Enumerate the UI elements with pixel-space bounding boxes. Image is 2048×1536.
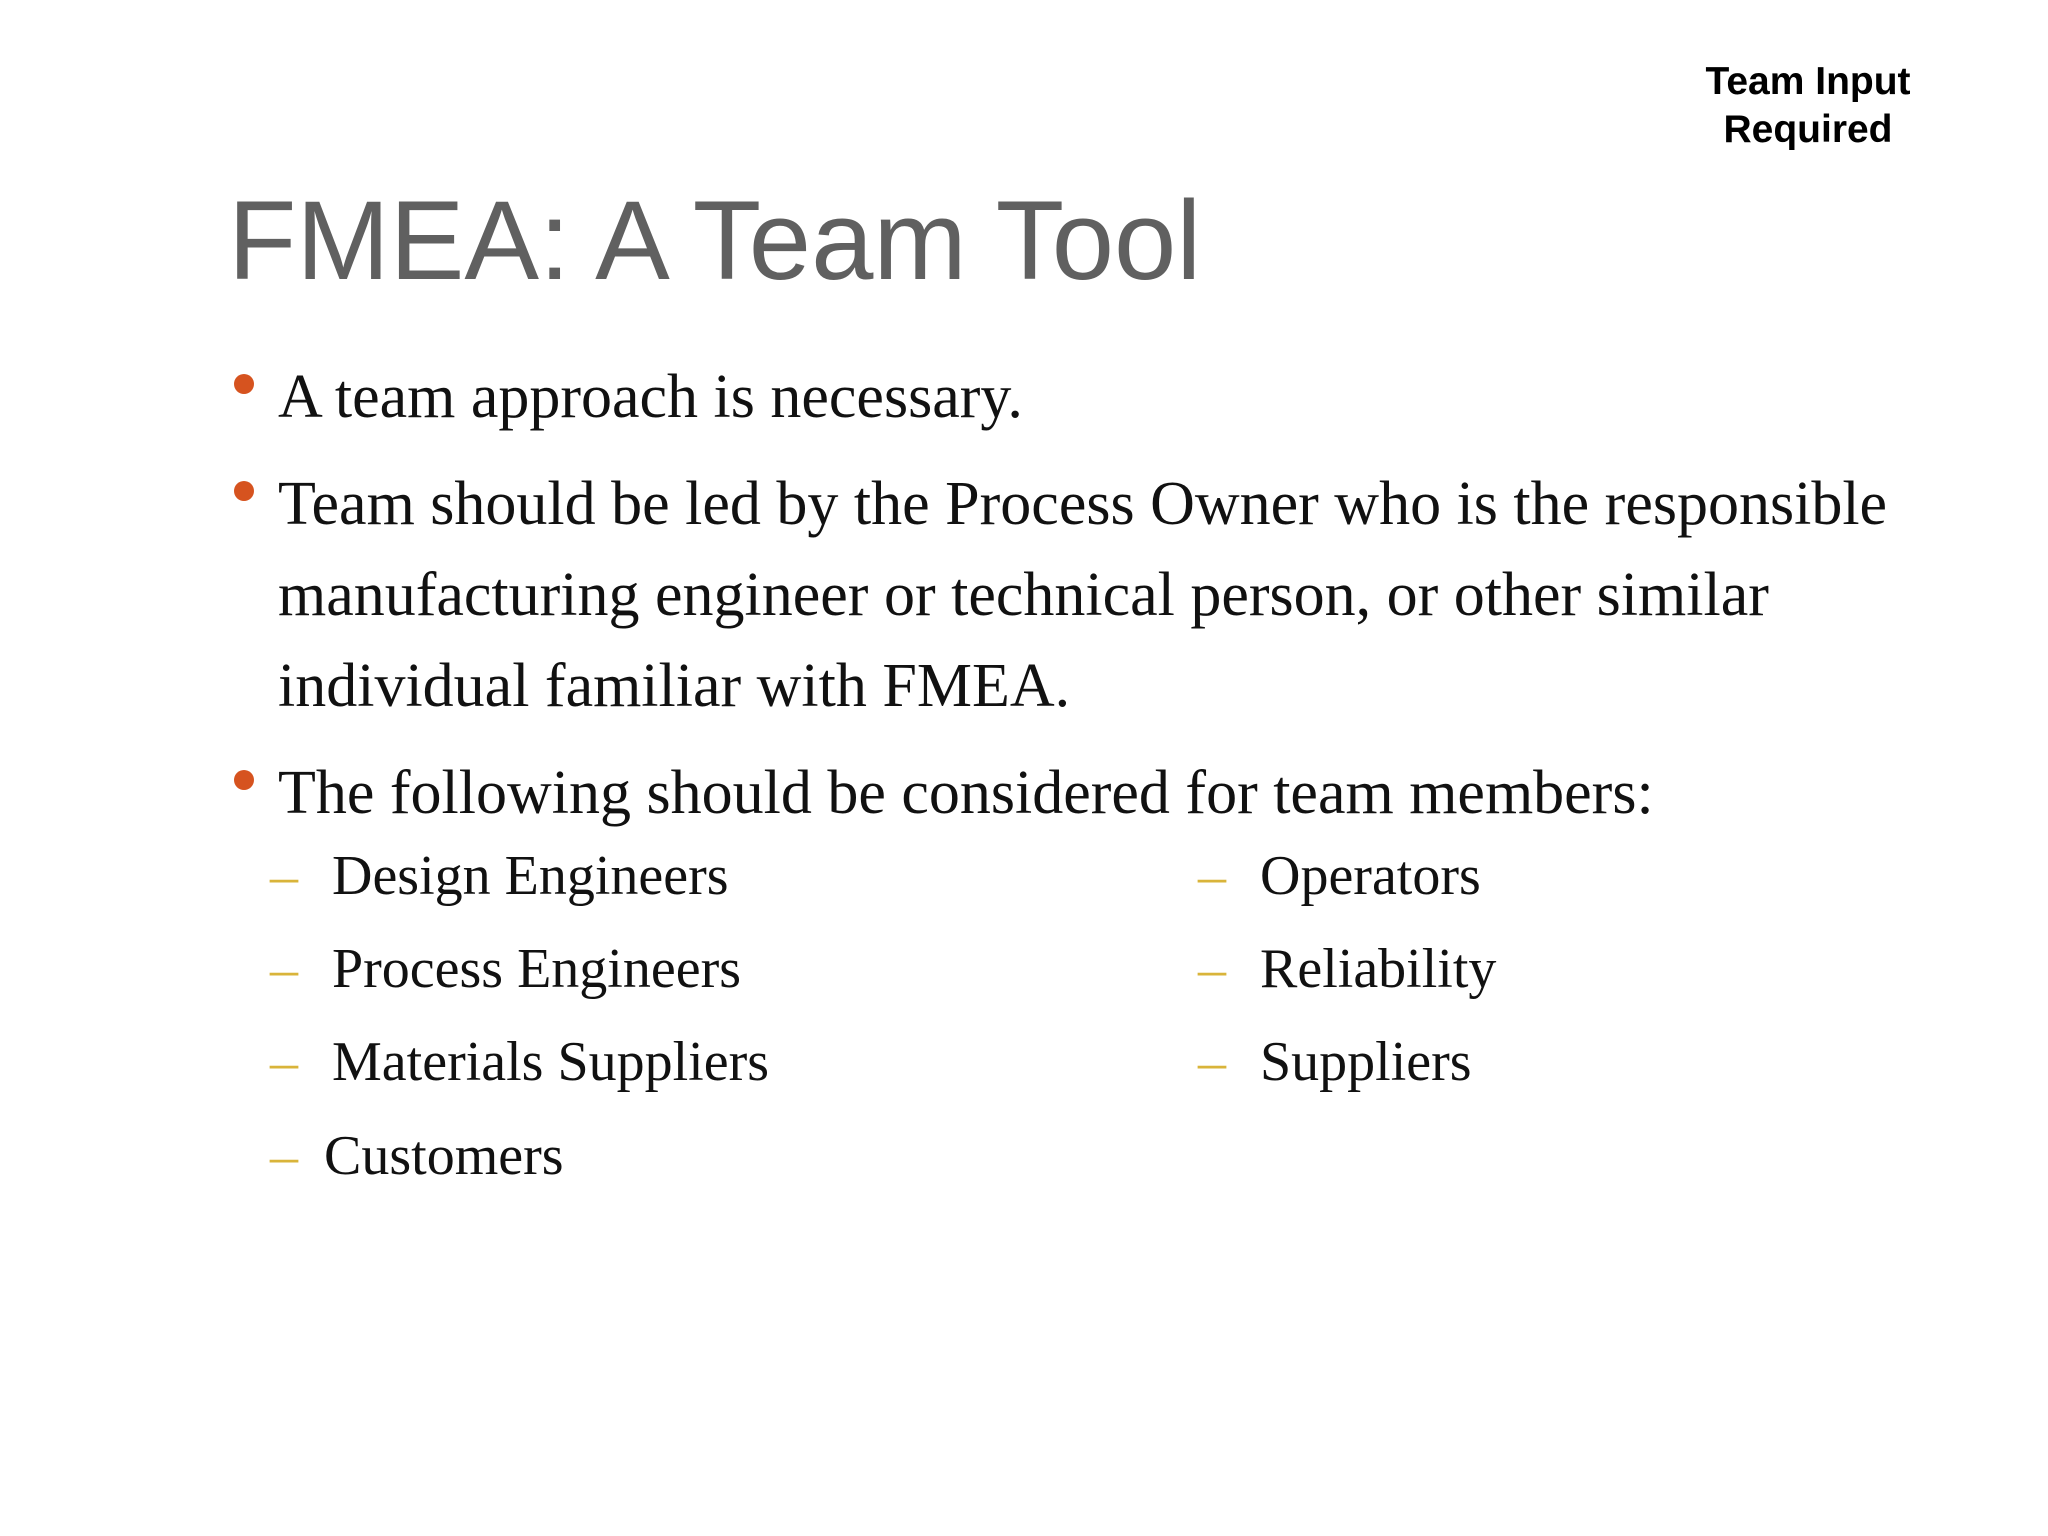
sub-item-operators: [1198, 836, 1481, 916]
bullet-text: Team should be led by the Process Owner who is the responsible manufacturing engineer or technical person, or other similar individual familiar with FMEA.: [278, 470, 1888, 720]
badge-line-1: Team Input: [1705, 60, 1911, 103]
dash-icon: –: [270, 845, 298, 907]
sub-item-process-engineers: [270, 929, 741, 1009]
bullet-item: [228, 748, 1908, 839]
dash-icon: –: [1198, 845, 1226, 907]
bullet-text: The following should be considered for team members:: [278, 759, 1654, 827]
sub-item-label: Suppliers: [1260, 1031, 1472, 1093]
badge-line-2: Required: [1723, 108, 1893, 151]
sub-item-label: Materials Suppliers: [332, 1031, 770, 1093]
sub-item-label: Operators: [1260, 845, 1481, 907]
sub-item-label: Customers: [324, 1125, 564, 1187]
dash-icon: –: [1198, 938, 1226, 1000]
sub-item-design-engineers: [270, 836, 729, 916]
bullet-item: [228, 459, 1908, 732]
bullet-dot-icon: [234, 770, 254, 790]
dash-icon: –: [270, 1125, 298, 1187]
bullet-item: [228, 352, 1908, 443]
dash-icon: –: [1198, 1031, 1226, 1093]
sub-item-label: Design Engineers: [332, 845, 729, 907]
bullet-dot-icon: [234, 374, 254, 394]
bullet-text: A team approach is necessary.: [278, 363, 1023, 431]
sub-item-suppliers: [1198, 1022, 1472, 1102]
sub-item-label: Reliability: [1260, 938, 1497, 1000]
sub-item-reliability: [1198, 929, 1496, 1009]
team-members-list: [270, 836, 1670, 1216]
sub-item-label: Process Engineers: [332, 938, 742, 1000]
bullet-dot-icon: [234, 481, 254, 501]
bullet-list: [228, 352, 1908, 839]
slide-title: FMEA: A Team Tool: [228, 178, 1202, 303]
dash-icon: –: [270, 1031, 298, 1093]
dash-icon: –: [270, 938, 298, 1000]
sub-item-materials-suppliers: [270, 1022, 769, 1102]
sub-item-customers: [270, 1116, 564, 1196]
team-input-badge: [1648, 58, 1968, 154]
